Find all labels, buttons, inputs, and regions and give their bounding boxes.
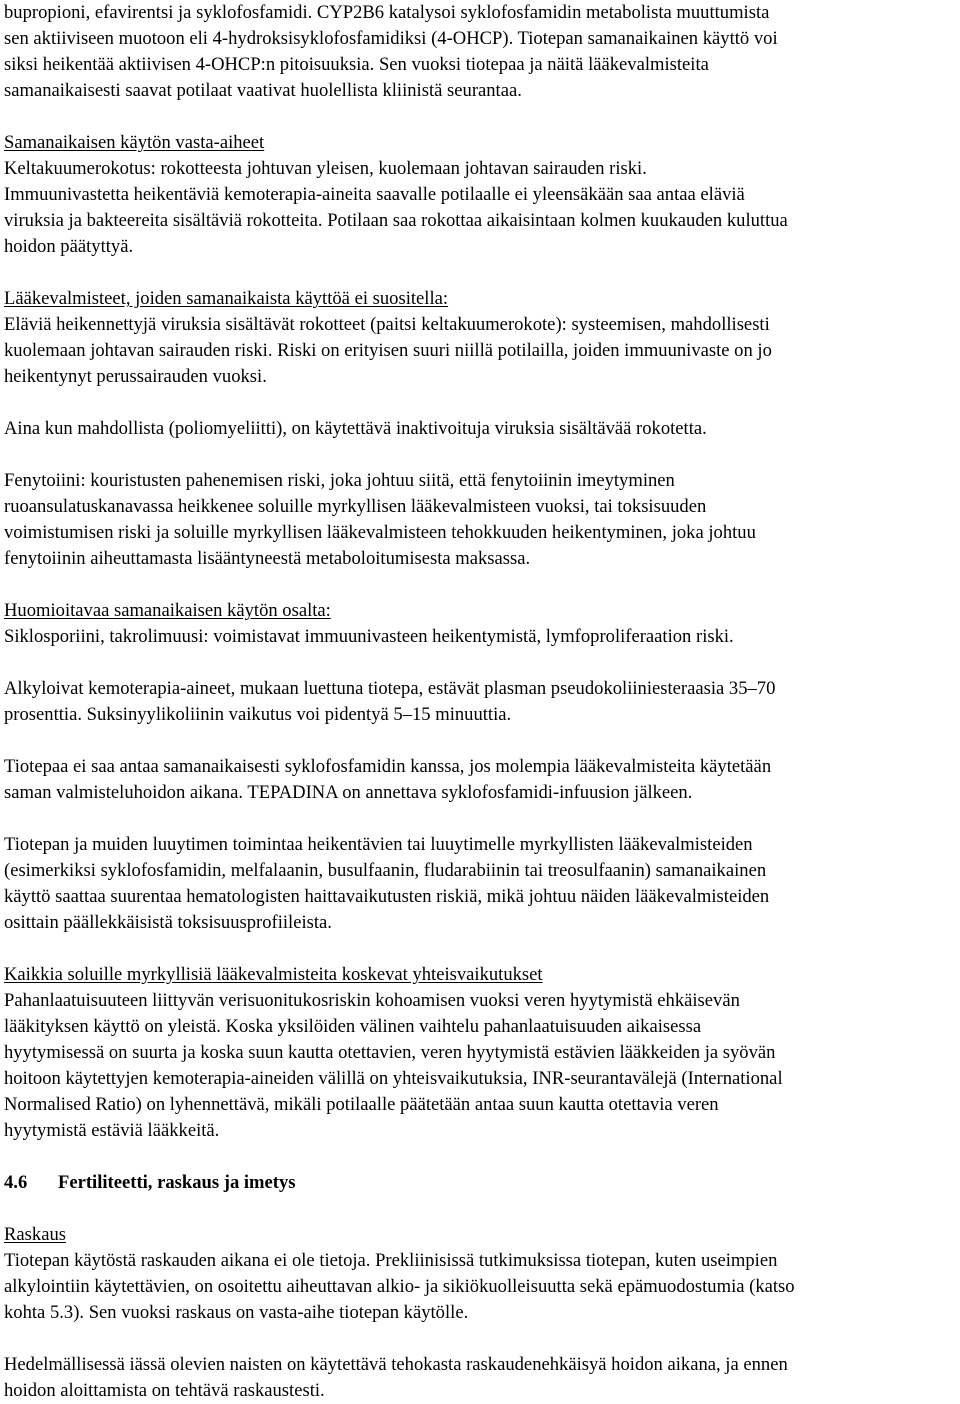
text-line: hoitoon käytettyjen kemoterapia-aineiden välillä on yhteisvaikutuksia, INR-seurantavälejä (International	[4, 1068, 783, 1089]
text-line: sen aktiiviseen muotoon eli 4-hydroksisyklofosfamidiksi (4-OHCP). Tiotepan samanaikainen käyttö voi	[4, 28, 778, 49]
text-line: Hedelmällisessä iässä olevien naisten on käytettävä tehokasta raskaudenehkäisyä hoidon aikana, ja ennen	[4, 1354, 788, 1375]
caution-heading: Huomioitavaa samanaikaisen käytön osalta:	[4, 600, 331, 621]
text-line: Pahanlaatuisuuteen liittyvän verisuonitukosriskin kohoamisen vuoksi veren hyytymistä ehkäisevän	[4, 990, 740, 1011]
text-line: hyytymisessä on suurta ja koska suun kautta otettavien, veren hyytymistä estävien lääkkeiden ja syövän	[4, 1042, 776, 1063]
not-recommended-section	[4, 286, 954, 390]
cytotoxic-interactions-heading: Kaikkia soluille myrkyllisiä lääkevalmisteita koskevat yhteisvaikutukset	[4, 964, 543, 985]
section-title: Fertiliteetti, raskaus ja imetys	[58, 1172, 296, 1193]
text-line: alkylointiin käytettävien, on osoitettu aiheuttavan alkio- ja sikiökuolleisuutta sekä epämuodostumia (katso	[4, 1276, 795, 1297]
pregnancy-heading: Raskaus	[4, 1224, 66, 1245]
text-line: Siklosporiini, takrolimuusi: voimistavat immuunivasteen heikentymistä, lymfoproliferaation riski.	[4, 626, 734, 647]
cyclophosphamide-paragraph	[4, 754, 954, 806]
text-line: Fenytoiini: kouristusten pahenemisen riski, joka johtuu siitä, että fenytoiinin imeytyminen	[4, 470, 675, 491]
cytotoxic-interactions-section	[4, 962, 954, 1144]
text-line: Tiotepan ja muiden luuytimen toimintaa heikentävien tai luuytimelle myrkyllisten lääkevalmisteiden	[4, 834, 753, 855]
text-line: heikentynyt perussairauden vuoksi.	[4, 366, 267, 387]
contraindications-heading: Samanaikaisen käytön vasta-aiheet	[4, 132, 265, 153]
text-line: Keltakuumerokotus: rokotteesta johtuvan yleisen, kuolemaan johtavan sairauden riski.	[4, 158, 647, 179]
text-line: Normalised Ratio) on lyhennettävä, mikäli potilaalle päätetään antaa suun kautta otettavia veren	[4, 1094, 719, 1115]
text-line: Immuunivastetta heikentäviä kemoterapia-aineita saavalle potilaalle ei yleensäkään saa antaa eläviä	[4, 184, 745, 205]
text-line: samanaikaisesti saavat potilaat vaativat huolellista kliinistä seurantaa.	[4, 80, 522, 101]
section-number: 4.6	[4, 1172, 28, 1193]
phenytoin-paragraph	[4, 468, 954, 572]
text-line: viruksia ja bakteereita sisältäviä rokotteita. Potilaan saa rokottaa aikaisintaan kolmen kuukauden kuluttua	[4, 210, 788, 231]
caution-section	[4, 598, 954, 650]
section-4-6-heading	[4, 1170, 954, 1196]
text-line: kuolemaan johtavan sairauden riski. Riski on erityisen suuri niillä potilailla, joiden immuunivaste on jo	[4, 340, 772, 361]
text-line: hoidon päätyttyä.	[4, 236, 134, 257]
text-line: hyytymistä estäviä lääkkeitä.	[4, 1120, 220, 1141]
myelosuppressive-paragraph	[4, 832, 954, 936]
text-line: Alkyloivat kemoterapia-aineet, mukaan luettuna tiotepa, estävät plasman pseudokoliiniesteraasia 35–70	[4, 678, 776, 699]
intro-paragraph	[4, 0, 954, 104]
text-line: (esimerkiksi syklofosfamidin, melfalaanin, busulfaanin, fludarabiinin tai treosulfaanin) samanaikainen	[4, 860, 767, 881]
text-line: voimistumisen riski ja soluille myrkyllisen lääkevalmisteen tehokkuuden heikentyminen, joka johtuu	[4, 522, 756, 543]
text-line: ruoansulatuskanavassa heikkenee soluille myrkyllisen lääkevalmisteen vuoksi, tai toksisuuden	[4, 496, 707, 517]
text-line: saman valmisteluhoidon aikana. TEPADINA on annettava syklofosfamidi-infuusion jälkeen.	[4, 782, 693, 803]
alkylating-agents-paragraph	[4, 676, 954, 728]
text-line: Tiotepan käytöstä raskauden aikana ei ole tietoja. Prekliinisissä tutkimuksissa tiotepan, kuten useimpien	[4, 1250, 778, 1271]
pregnancy-section	[4, 1222, 954, 1326]
text-line: osittain päällekkäisistä toksisuusprofiileista.	[4, 912, 332, 933]
text-line: Eläviä heikennettyjä viruksia sisältävät rokotteet (paitsi keltakuumerokote): systeemisen, mahdollisesti	[4, 314, 770, 335]
text-line: lääkityksen käyttö on yleistä. Koska yksilöiden välinen vaihtelu pahanlaatuisuuden aikaisessa	[4, 1016, 702, 1037]
contraception-paragraph	[4, 1352, 954, 1404]
text-line: bupropioni, efavirentsi ja syklofosfamidi. CYP2B6 katalysoi syklofosfamidin metabolista muuttumista	[4, 2, 770, 23]
text-line: käyttö saattaa suurentaa hematologisten haittavaikutusten riskiä, mikä johtuu näiden lääkevalmisteiden	[4, 886, 770, 907]
text-line: Tiotepaa ei saa antaa samanaikaisesti syklofosfamidin kanssa, jos molempia lääkevalmisteita käytetään	[4, 756, 772, 777]
text-line: Aina kun mahdollista (poliomyeliitti), on käytettävä inaktivoituja viruksia sisältävää rokotetta.	[4, 418, 707, 439]
contraindications-section	[4, 130, 954, 260]
text-line: hoidon aloittamista on tehtävä raskaustesti.	[4, 1380, 325, 1401]
text-line: siksi heikentää aktiivisen 4-OHCP:n pitoisuuksia. Sen vuoksi tiotepaa ja näitä lääkevalmisteita	[4, 54, 709, 75]
not-recommended-heading: Lääkevalmisteet, joiden samanaikaista käyttöä ei suositella:	[4, 288, 449, 309]
inactivated-vaccine-paragraph	[4, 416, 954, 442]
text-line: prosenttia. Suksinyylikoliinin vaikutus voi pidentyä 5–15 minuuttia.	[4, 704, 512, 725]
text-line: fenytoiinin aiheuttamasta lisääntyneestä metaboloitumisesta maksassa.	[4, 548, 531, 569]
text-line: kohta 5.3). Sen vuoksi raskaus on vasta-aihe tiotepan käytölle.	[4, 1302, 469, 1323]
